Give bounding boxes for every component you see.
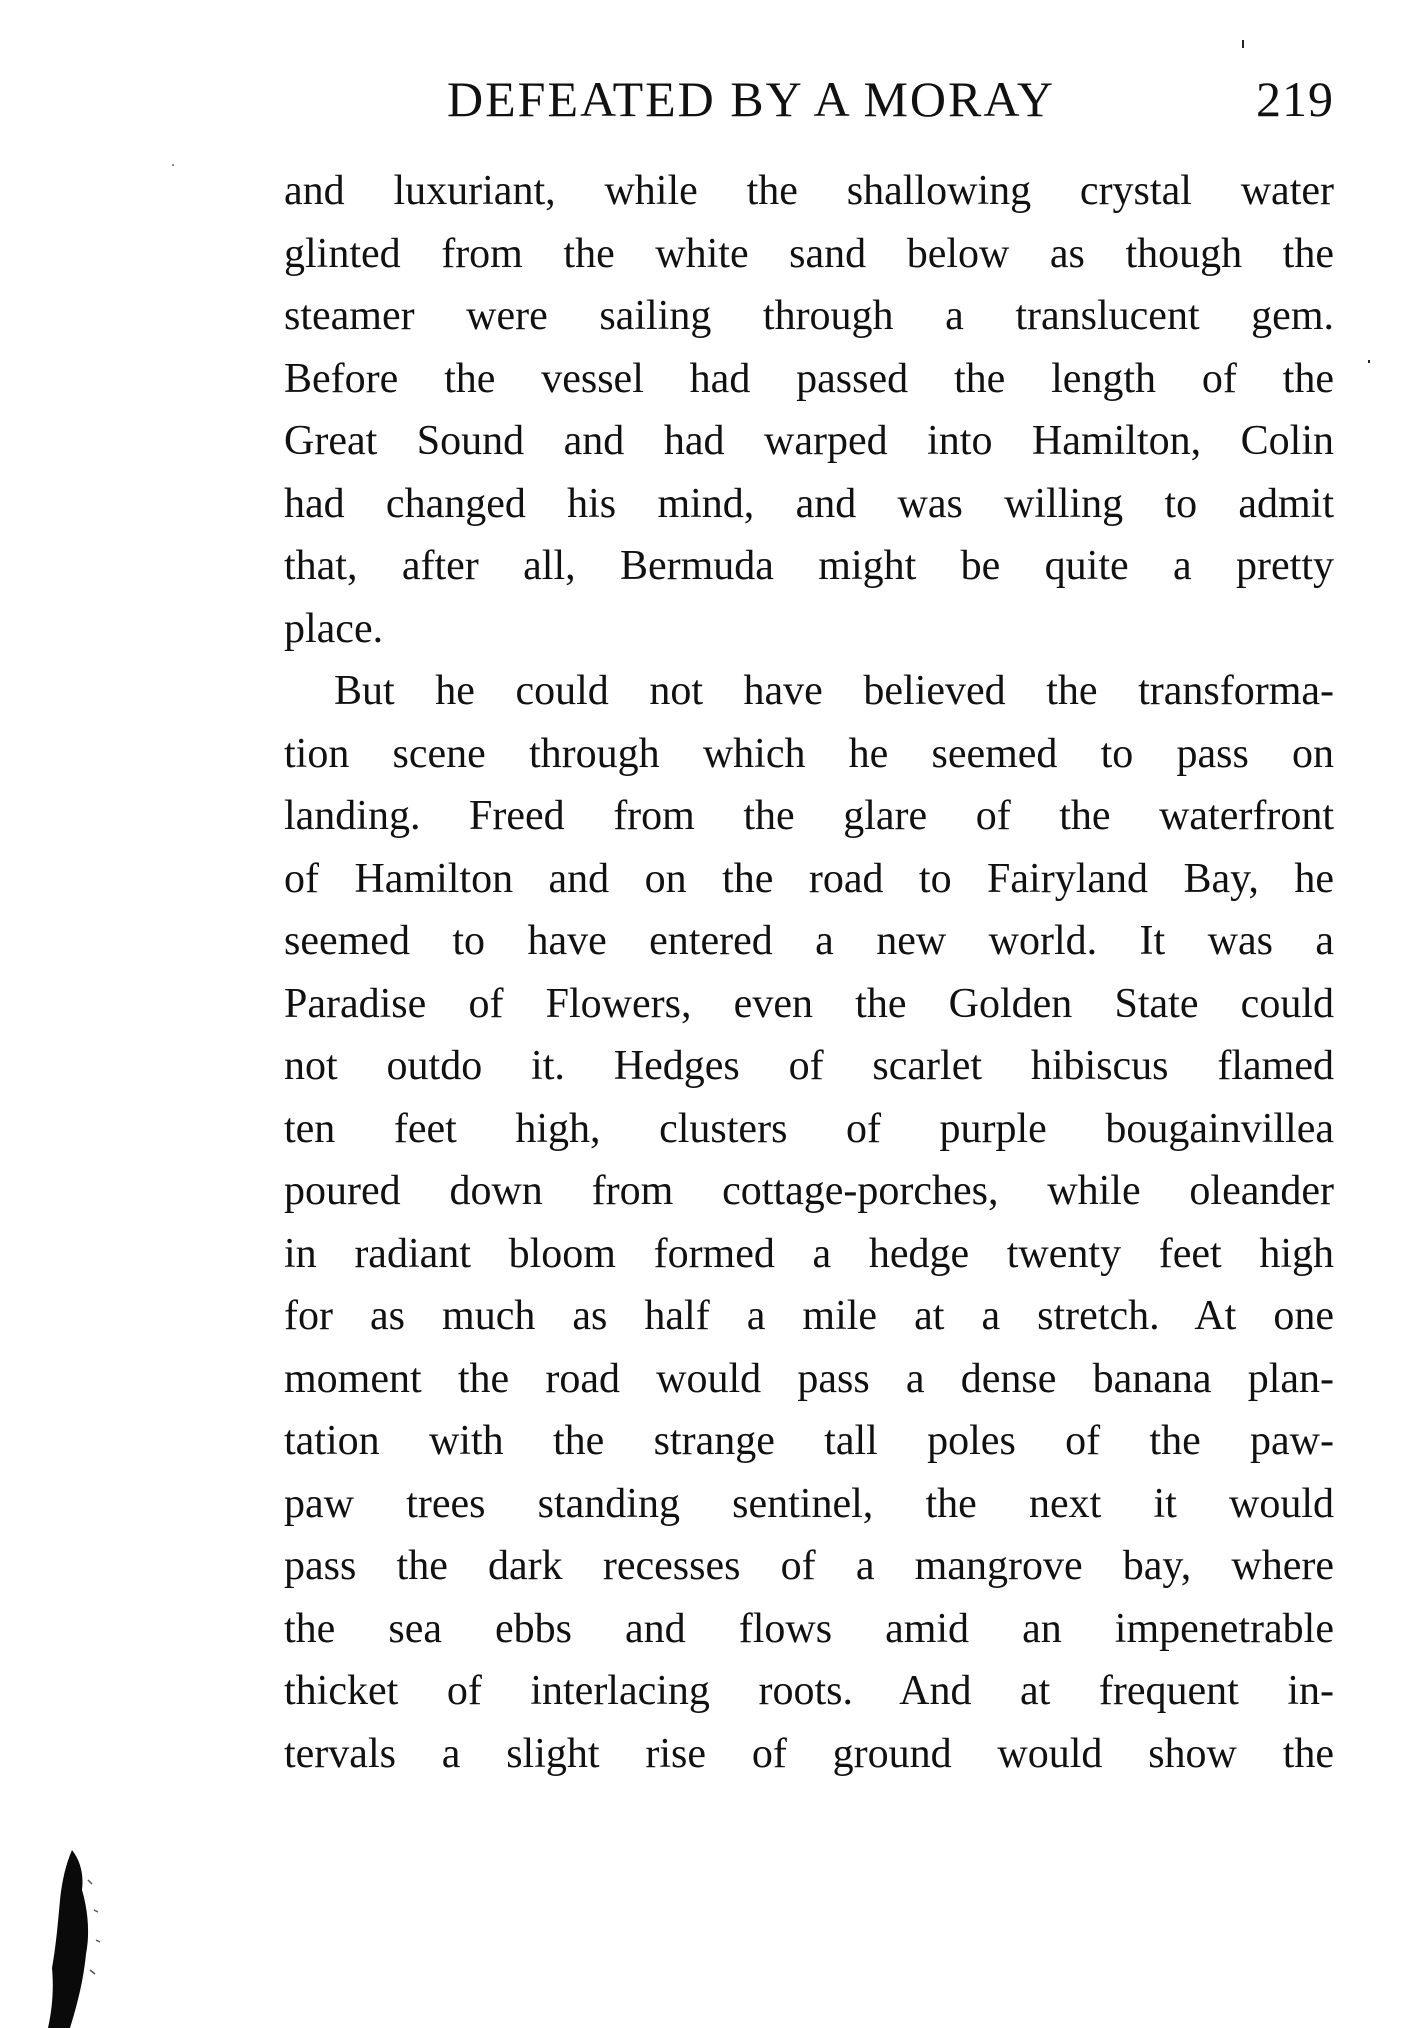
text-line: tation with the strange tall poles of the paw- bbox=[284, 1418, 1334, 1464]
text-line: Before the vessel had passed the length of the bbox=[284, 355, 1334, 402]
text-line: in radiant bloom formed a hedge twenty feet high bbox=[284, 1230, 1334, 1277]
text-line: seemed to have entered a new world. It was a bbox=[284, 918, 1334, 964]
text-line: Paradise of Flowers, even the Golden State could bbox=[284, 980, 1334, 1027]
scan-speck bbox=[1368, 360, 1370, 363]
text-line: glinted from the white sand below as though the bbox=[284, 230, 1334, 277]
text-line: not outdo it. Hedges of scarlet hibiscus flamed bbox=[284, 1043, 1334, 1089]
running-title: DEFEATED BY A MORAY bbox=[447, 71, 1055, 127]
scan-speck bbox=[172, 164, 174, 166]
binding-shadow-smudge bbox=[40, 1850, 120, 2028]
paragraph-end-line: place. bbox=[284, 605, 384, 652]
body-text bbox=[284, 160, 1334, 1785]
text-line: moment the road would pass a dense banana plan- bbox=[284, 1355, 1334, 1402]
text-line: thicket of interlacing roots. And at frequent in- bbox=[284, 1668, 1334, 1714]
text-line: paw trees standing sentinel, the next it would bbox=[284, 1480, 1334, 1527]
text-line: landing. Freed from the glare of the waterfront bbox=[284, 793, 1334, 839]
page-number: 219 bbox=[1256, 71, 1334, 127]
text-line: that, after all, Bermuda might be quite a pretty bbox=[284, 543, 1334, 589]
text-line: Great Sound and had warped into Hamilton, Colin bbox=[284, 418, 1334, 464]
text-line: steamer were sailing through a translucent gem. bbox=[284, 293, 1334, 339]
text-line: the sea ebbs and flows amid an impenetrable bbox=[284, 1605, 1334, 1652]
text-line: pass the dark recesses of a mangrove bay, where bbox=[284, 1543, 1334, 1589]
text-line: had changed his mind, and was willing to admit bbox=[284, 480, 1334, 527]
text-line: and luxuriant, while the shallowing crystal water bbox=[284, 168, 1334, 214]
text-line: for as much as half a mile at a stretch. At one bbox=[284, 1293, 1334, 1339]
scan-speck bbox=[1242, 40, 1244, 48]
running-head bbox=[284, 68, 1334, 130]
text-line: tervals a slight rise of ground would show the bbox=[284, 1730, 1334, 1777]
text-line: tion scene through which he seemed to pass on bbox=[284, 730, 1334, 777]
text-line: ten feet high, clusters of purple bougainvillea bbox=[284, 1105, 1334, 1152]
text-line: of Hamilton and on the road to Fairyland Bay, he bbox=[284, 855, 1334, 902]
paragraph-first-line: But he could not have believed the transforma- bbox=[334, 668, 1334, 714]
text-line: poured down from cottage-porches, while oleander bbox=[284, 1168, 1334, 1214]
